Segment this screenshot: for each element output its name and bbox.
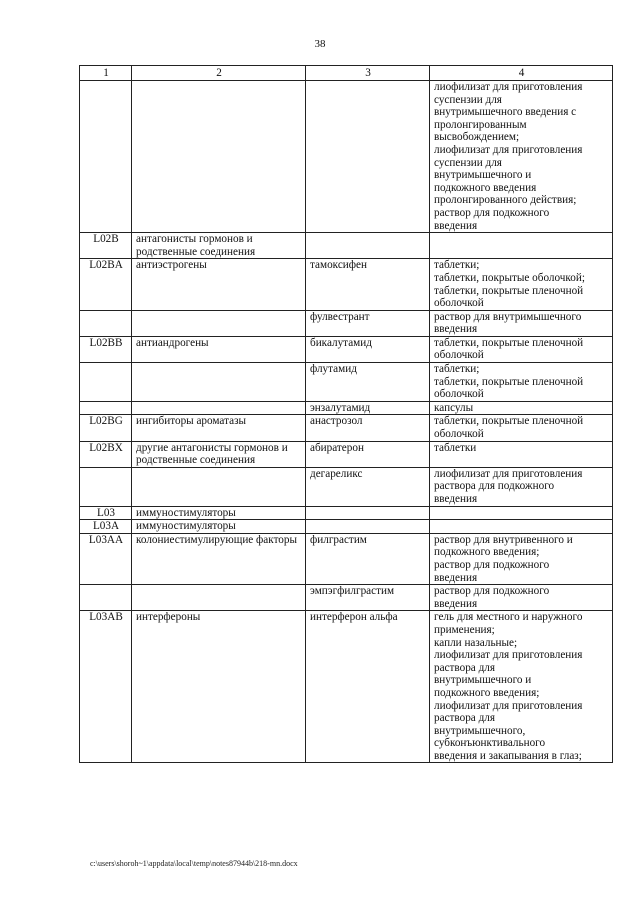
dosage-form-cell xyxy=(430,259,613,310)
drug-name-cell xyxy=(306,520,430,534)
pharmacological-group-cell: иммуностимуляторы xyxy=(132,520,306,534)
dosage-form-line: раствора для подкожного xyxy=(434,480,555,493)
dosage-form-line: раствор для подкожного xyxy=(434,585,550,598)
table-row xyxy=(80,401,613,415)
dosage-form-cell xyxy=(430,506,613,520)
atc-code-cell: L02B xyxy=(80,233,132,259)
table-row xyxy=(80,520,613,534)
dosage-form-cell xyxy=(430,520,613,534)
dosage-form-line: оболочкой xyxy=(434,428,484,441)
atc-code-cell: L03AA xyxy=(80,533,132,584)
drug-name-cell: дегареликс xyxy=(306,467,430,506)
dosage-form-line: раствора для xyxy=(434,712,495,725)
dosage-form-line: лиофилизат для приготовления xyxy=(434,143,583,156)
dosage-form-line: раствор для внутривенного и xyxy=(434,533,573,546)
dosage-form-line: таблетки, покрытые пленочной xyxy=(434,336,584,349)
atc-code-cell: L02BA xyxy=(80,259,132,310)
table-row xyxy=(80,233,613,259)
dosage-form-cell xyxy=(430,233,613,259)
dosage-form-line: пролонгированного действия; xyxy=(434,194,577,207)
dosage-form-line: подкожного введения; xyxy=(434,686,540,699)
table-body xyxy=(80,81,613,763)
pharmacological-group-cell: колониестимулирующие факторы xyxy=(132,533,306,584)
dosage-form-line: оболочкой xyxy=(434,388,484,401)
drug-name-cell: флутамид xyxy=(306,363,430,402)
dosage-form-line: таблетки xyxy=(434,441,477,454)
column-header-4: 4 xyxy=(430,66,613,81)
dosage-form-line: лиофилизат для приготовления xyxy=(434,467,583,480)
atc-code-cell: L02BX xyxy=(80,441,132,467)
drug-name-cell: филграстим xyxy=(306,533,430,584)
dosage-form-line: подкожного введения xyxy=(434,181,537,194)
pharmacological-group-cell: антагонисты гормонов и родственные соединения xyxy=(132,233,306,259)
dosage-form-cell xyxy=(430,336,613,362)
pharmacological-group-cell: антиандрогены xyxy=(132,336,306,362)
atc-code-cell: L02BG xyxy=(80,415,132,441)
drug-name-cell: тамоксифен xyxy=(306,259,430,310)
footer-file-path: c:\users\shoroh~1\appdata\local\temp\notes87944b\218-mn.docx xyxy=(90,859,298,868)
dosage-form-line: внутримышечного введения с xyxy=(434,106,577,119)
table-row xyxy=(80,611,613,763)
dosage-form-line: оболочкой xyxy=(434,297,484,310)
pharmacological-group-cell xyxy=(132,81,306,233)
dosage-form-line: применения; xyxy=(434,623,495,636)
table-row xyxy=(80,363,613,402)
pharmacological-group-cell: другие антагонисты гормонов и родственные соединения xyxy=(132,441,306,467)
dosage-form-line: таблетки, покрытые пленочной xyxy=(434,375,584,388)
atc-code-cell: L03 xyxy=(80,506,132,520)
drug-table xyxy=(79,65,613,763)
drug-name-cell xyxy=(306,506,430,520)
pharmacological-group-cell xyxy=(132,363,306,402)
dosage-form-cell xyxy=(430,585,613,611)
atc-code-cell xyxy=(80,585,132,611)
dosage-form-line: оболочкой xyxy=(434,349,484,362)
pharmacological-group-cell: антиэстрогены xyxy=(132,259,306,310)
pharmacological-group-cell xyxy=(132,467,306,506)
dosage-form-line: субконъюнктивального xyxy=(434,737,546,750)
dosage-form-line: внутримышечного, xyxy=(434,724,526,737)
drug-name-cell: энзалутамид xyxy=(306,401,430,415)
drug-name-cell: интерферон альфа xyxy=(306,611,430,763)
dosage-form-line: лиофилизат для приготовления xyxy=(434,699,583,712)
dosage-form-line: внутримышечного и xyxy=(434,169,532,182)
atc-code-cell xyxy=(80,401,132,415)
dosage-form-line: введения xyxy=(434,597,478,610)
dosage-form-cell xyxy=(430,81,613,233)
drug-name-cell: абиратерон xyxy=(306,441,430,467)
drug-name-cell xyxy=(306,233,430,259)
pharmacological-group-cell: ингибиторы ароматазы xyxy=(132,415,306,441)
dosage-form-line: гель для местного и наружного xyxy=(434,611,583,624)
table-row xyxy=(80,415,613,441)
dosage-form-cell xyxy=(430,533,613,584)
dosage-form-line: внутримышечного и xyxy=(434,674,532,687)
drug-name-cell: фулвестрант xyxy=(306,310,430,336)
table-header-row xyxy=(80,66,613,81)
atc-code-cell xyxy=(80,363,132,402)
column-header-2: 2 xyxy=(132,66,306,81)
table-row xyxy=(80,81,613,233)
dosage-form-line: подкожного введения; xyxy=(434,546,540,559)
table-row xyxy=(80,467,613,506)
pharmacological-group-cell xyxy=(132,585,306,611)
dosage-form-line: лиофилизат для приготовления xyxy=(434,649,583,662)
pharmacological-group-cell: иммуностимуляторы xyxy=(132,506,306,520)
dosage-form-line: таблетки; xyxy=(434,259,480,272)
dosage-form-line: пролонгированным xyxy=(434,118,527,131)
dosage-form-line: введения xyxy=(434,571,478,584)
atc-code-cell xyxy=(80,310,132,336)
dosage-form-cell xyxy=(430,401,613,415)
dosage-form-line: раствор для подкожного xyxy=(434,558,550,571)
dosage-form-cell xyxy=(430,467,613,506)
dosage-form-line: капли назальные; xyxy=(434,636,518,649)
dosage-form-line: введения xyxy=(434,493,478,505)
dosage-form-line: капсулы xyxy=(434,401,474,414)
drug-name-cell: бикалутамид xyxy=(306,336,430,362)
dosage-form-line: введения xyxy=(434,219,478,232)
dosage-form-line: суспензии для xyxy=(434,156,502,169)
column-header-3: 3 xyxy=(306,66,430,81)
table-row xyxy=(80,585,613,611)
page-number: 38 xyxy=(314,38,326,50)
dosage-form-line: таблетки, покрытые оболочкой; xyxy=(434,271,585,284)
table-row xyxy=(80,441,613,467)
dosage-form-cell xyxy=(430,611,613,763)
dosage-form-line: раствор для подкожного xyxy=(434,206,550,219)
dosage-form-line: высвобождением; xyxy=(434,131,520,144)
atc-code-cell: L02BB xyxy=(80,336,132,362)
dosage-form-cell xyxy=(430,363,613,402)
dosage-form-cell xyxy=(430,415,613,441)
table-row xyxy=(80,506,613,520)
dosage-form-line: введения и закапывания в глаз; xyxy=(434,749,582,762)
atc-code-cell xyxy=(80,467,132,506)
atc-code-cell: L03A xyxy=(80,520,132,534)
table-row xyxy=(80,259,613,310)
pharmacological-group-cell xyxy=(132,310,306,336)
column-header-1: 1 xyxy=(80,66,132,81)
dosage-form-line: раствора для xyxy=(434,661,495,674)
atc-code-cell: L03AB xyxy=(80,611,132,763)
dosage-form-cell xyxy=(430,441,613,467)
dosage-form-line: таблетки, покрытые пленочной xyxy=(434,415,584,428)
dosage-form-line: введения xyxy=(434,323,478,336)
table-row xyxy=(80,310,613,336)
dosage-form-line: лиофилизат для приготовления xyxy=(434,81,583,93)
dosage-form-line: суспензии для xyxy=(434,93,502,106)
atc-code-cell xyxy=(80,81,132,233)
table-row xyxy=(80,336,613,362)
drug-name-cell xyxy=(306,81,430,233)
pharmacological-group-cell: интерфероны xyxy=(132,611,306,763)
pharmacological-group-cell xyxy=(132,401,306,415)
drug-name-cell: эмпэгфилграстим xyxy=(306,585,430,611)
dosage-form-line: раствор для внутримышечного xyxy=(434,310,582,323)
dosage-form-line: таблетки, покрытые пленочной xyxy=(434,284,584,297)
dosage-form-cell xyxy=(430,310,613,336)
drug-name-cell: анастрозол xyxy=(306,415,430,441)
dosage-form-line: таблетки; xyxy=(434,363,480,376)
table-row xyxy=(80,533,613,584)
